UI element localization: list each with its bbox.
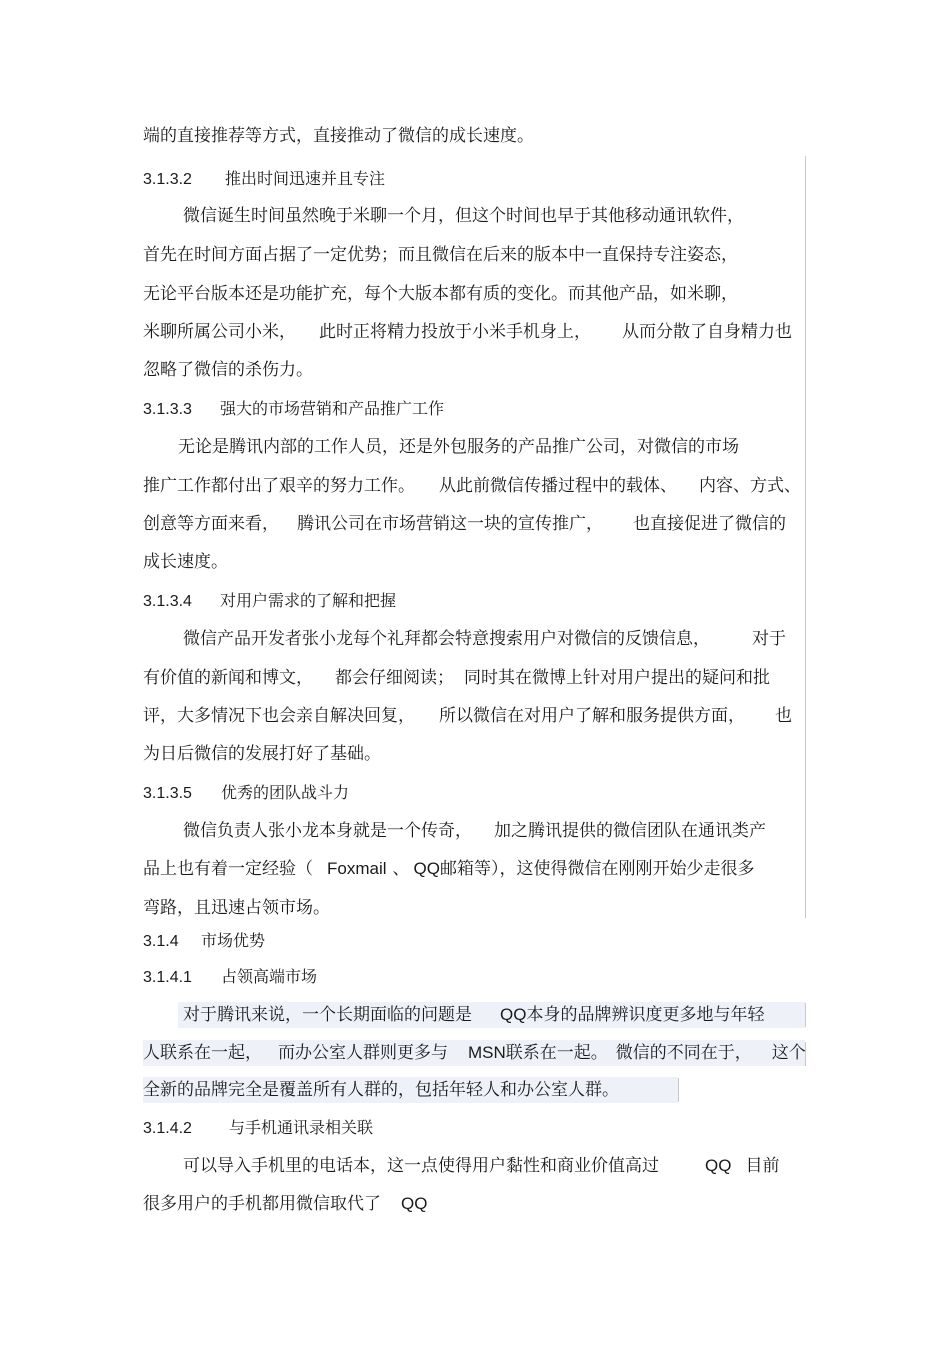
section-title: 强大的市场营销和产品推广工作 [220, 399, 445, 418]
text-run: 腾讯公司在市场营销这一块的宣传推广， [297, 514, 603, 534]
text-run: 都会仔细阅读； [335, 668, 454, 688]
paragraph-line: 微信诞生时间虽然晚于米聊一个月，但这个时间也早于其他移动通讯软件， [183, 206, 744, 226]
text-run: 推广工作都付出了艰辛的努力工作。 [143, 476, 415, 496]
section-number: 3.1.3.4 [143, 593, 192, 610]
text-run: 评，大多情况下也会亲自解决回复， [143, 706, 415, 726]
section-number: 3.1.4 [143, 933, 179, 950]
right-border-line [805, 156, 806, 918]
section-number: 3.1.3.3 [143, 401, 192, 418]
paragraph-line [143, 513, 786, 535]
text-run: MSN [468, 1043, 506, 1062]
section-number: 3.1.3.2 [143, 171, 192, 188]
text-run: 可以导入手机里的电话本，这一点使得用户黏性和商业价值高过 [183, 1156, 659, 1176]
paragraph-line [143, 1193, 427, 1215]
text-run: 联系在一起。 [505, 1043, 608, 1063]
paragraph-line [143, 1042, 806, 1064]
text-run: 邮箱等），这使得微信在刚刚开始少走很多 [439, 859, 755, 879]
right-border-line [805, 1003, 806, 1027]
section-number: 3.1.4.2 [143, 1120, 192, 1137]
text-run: 也直接促进了微信的 [633, 514, 786, 534]
paragraph-line: 无论平台版本还是功能扩充，每个大版本都有质的变化。而其他产品，如米聊， [143, 284, 738, 304]
section-heading [143, 930, 265, 953]
text-run: Foxmail [327, 859, 387, 878]
text-run: 也 [775, 706, 792, 726]
text-run: 加之腾讯提供的微信团队在通讯类产 [494, 821, 766, 841]
text-run: QQ [401, 1194, 428, 1213]
text-run: 目前 [745, 1156, 780, 1176]
text-run: 微信的不同在于， [615, 1043, 752, 1063]
section-heading [143, 590, 396, 613]
section-heading [143, 168, 385, 191]
paragraph-line [183, 628, 786, 650]
paragraph-line: 端的直接推荐等方式，直接推动了微信的成长速度。 [143, 126, 534, 146]
section-number: 3.1.3.5 [143, 785, 192, 802]
text-run: QQ [500, 1005, 527, 1024]
paragraph-line [143, 321, 792, 343]
text-run: 米聊所属公司小米， [143, 322, 296, 342]
paragraph-line: 成长速度。 [143, 552, 228, 572]
paragraph-line [183, 1004, 764, 1026]
text-run: 微信负责人张小龙本身就是一个传奇， [183, 821, 472, 841]
text-run: QQ [705, 1156, 732, 1175]
section-title: 优秀的团队战斗力 [221, 783, 350, 802]
section-number: 3.1.4.1 [143, 969, 192, 986]
text-run: 有价值的新闻和博文， [143, 668, 313, 688]
paragraph-line: 全新的品牌完全是覆盖所有人群的，包括年轻人和办公室人群。 [143, 1080, 619, 1100]
text-run: 对于 [752, 629, 786, 649]
paragraph-line: 忽略了微信的杀伤力。 [143, 360, 313, 380]
text-run: QQ [413, 859, 440, 878]
text-run: 这个 [771, 1043, 806, 1063]
paragraph-line [183, 820, 766, 842]
section-heading [143, 398, 444, 421]
text-run: 本身的品牌辨识度更多地与年轻 [526, 1005, 765, 1025]
section-title: 推出时间迅速并且专注 [225, 169, 386, 188]
text-run: 对于腾讯来说，一个长期面临的问题是 [183, 1005, 472, 1025]
section-heading [143, 782, 349, 805]
paragraph-line [143, 475, 801, 497]
section-title: 市场优势 [201, 931, 266, 950]
text-run: 很多用户的手机都用微信取代了 [143, 1194, 381, 1214]
text-run: 从而分散了自身精力也 [622, 322, 792, 342]
paragraph-line [143, 858, 754, 880]
paragraph-line [183, 1155, 779, 1177]
section-heading [143, 966, 317, 989]
paragraph-line: 无论是腾讯内部的工作人员，还是外包服务的产品推广公司，对微信的市场 [178, 437, 739, 457]
paragraph-line [143, 667, 770, 689]
text-run: 、 [392, 859, 410, 879]
text-run: 人联系在一起， [143, 1043, 262, 1063]
paragraph-line: 为日后微信的发展打好了基础。 [143, 744, 381, 764]
paragraph-line: 弯路，且迅速占领市场。 [143, 898, 330, 918]
text-run: 所以微信在对用户了解和服务提供方面， [439, 706, 745, 726]
section-title: 与手机通讯录相关联 [229, 1118, 374, 1137]
text-run: 从此前微信传播过程中的载体、 [439, 476, 677, 496]
paragraph-line [143, 705, 792, 727]
section-heading [143, 1117, 373, 1140]
text-run: 同时其在微博上针对用户提出的疑问和批 [464, 668, 770, 688]
text-run: 创意等方面来看， [143, 514, 279, 534]
text-run: 此时正将精力投放于小米手机身上， [319, 322, 591, 342]
text-run: 微信产品开发者张小龙每个礼拜都会特意搜索用户对微信的反馈信息， [183, 629, 710, 649]
text-run: 内容、方式、 [699, 476, 801, 496]
text-run: 品上也有着一定经验（ [143, 859, 313, 879]
right-border-line [678, 1078, 679, 1102]
section-title: 占领高端市场 [221, 967, 318, 986]
section-title: 对用户需求的了解和把握 [220, 591, 397, 610]
paragraph-line: 首先在时间方面占据了一定优势；而且微信在后来的版本中一直保持专注姿态， [143, 245, 738, 265]
text-run: 而办公室人群则更多与 [278, 1043, 448, 1063]
